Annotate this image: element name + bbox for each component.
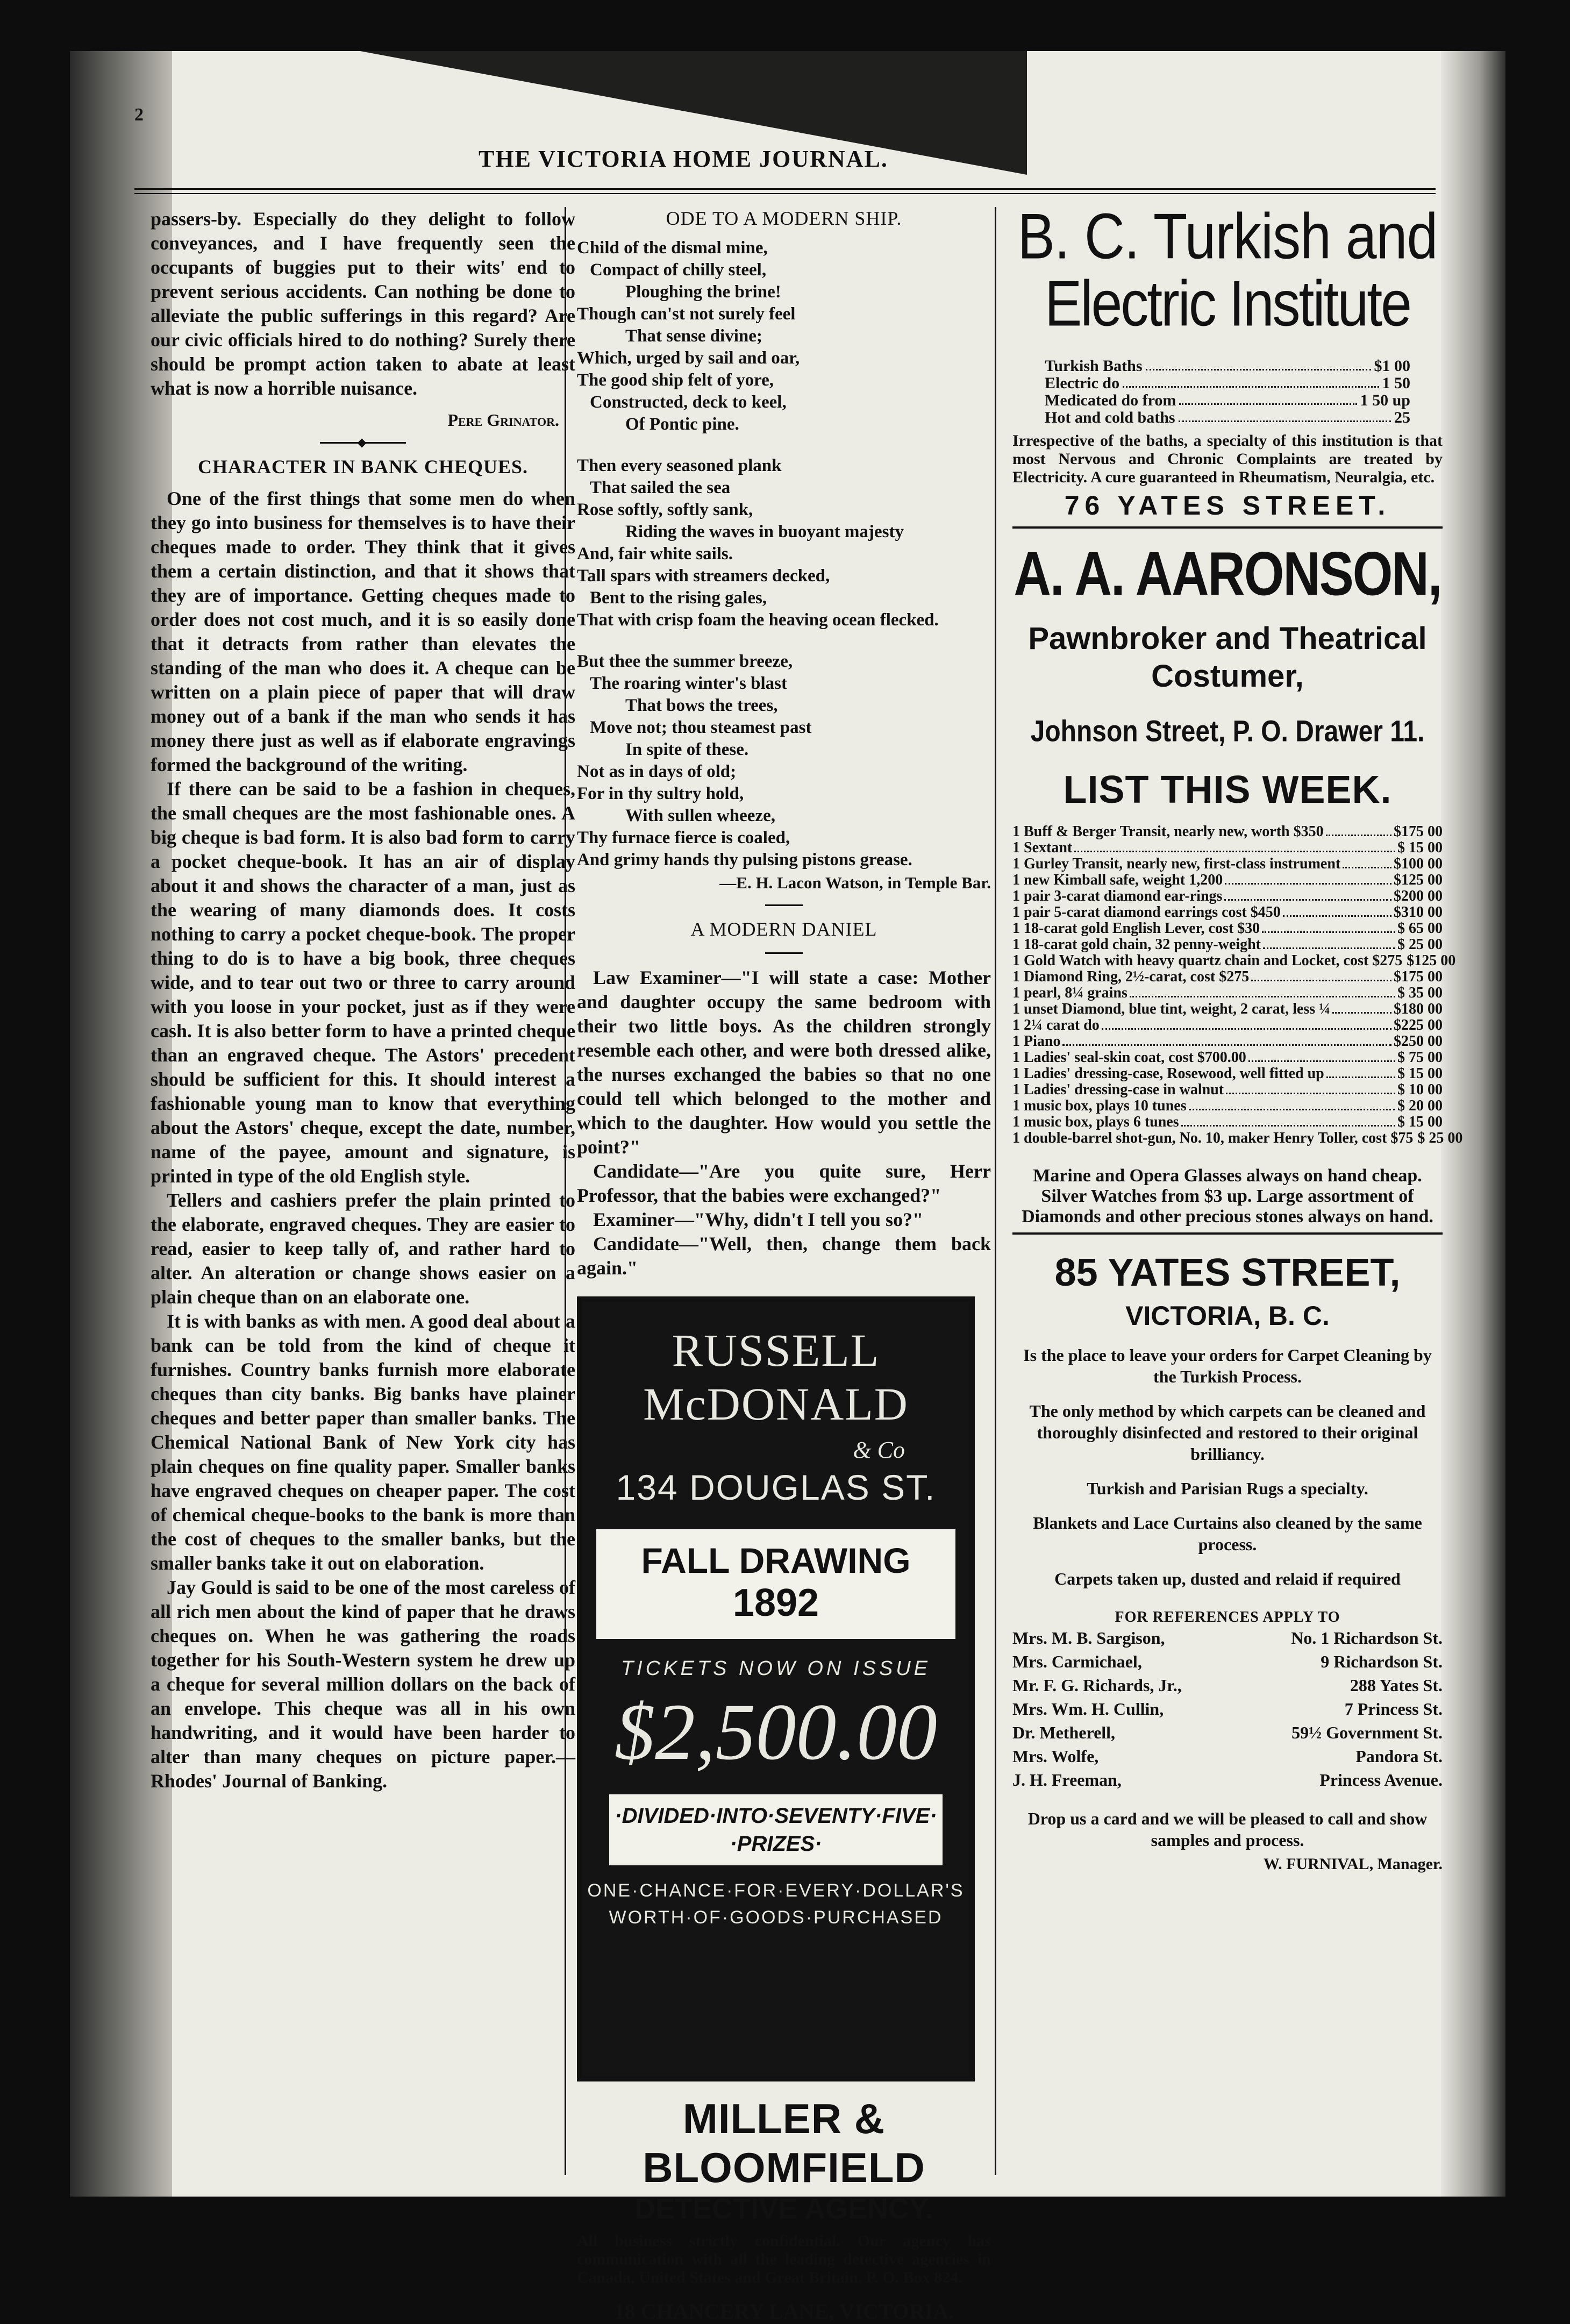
list-item: 1 Piano $250 00 [1012,1033,1443,1050]
poem-line: Ploughing the brine! [625,282,781,302]
manager-signature: W. FURNIVAL, Manager. [1263,1855,1443,1873]
list-item: 1 pearl, 8¼ grains $ 35 00 [1012,985,1443,1001]
list-item: 1 music box, plays 10 tunes $ 20 00 [1012,1097,1443,1114]
carpet-text: Is the place to leave your orders for Carpet Cleaning by the Turkish Process. [1023,1345,1432,1386]
bc-note: Irrespective of the baths, a specialty of this institution is that most Nervous and Chronic Complaints are treated by Electricity. A cure guaranteed in Rheumatism, Neuralgia, etc. [1012,432,1443,486]
reference-row: J. H. Freeman, Princess Avenue. [1012,1770,1443,1790]
poem-line: Child of the dismal mine, [577,238,768,258]
reference-row: Mr. F. G. Richards, Jr., 288 Yates St. [1012,1676,1443,1695]
list-item: 1 pair 3-carat diamond ear-rings $200 00 [1012,888,1443,904]
list-item: 1 Gold Watch with heavy quartz chain and Locket, cost $275 $125 00 [1012,952,1456,969]
divider [765,952,803,954]
header-rule [134,188,1436,194]
aaronson-address: Johnson Street, P. O. Drawer 11. [1030,715,1425,748]
list-item: 1 18-carat gold chain, 32 penny-weight $ 25 00 [1012,936,1443,953]
list-item: 1 2¼ carat do $225 00 [1012,1017,1443,1033]
prize-line: ·PRIZES· [730,1832,822,1856]
poem-line: Tall spars with streamers decked, [577,566,830,586]
newspaper-page [70,51,1505,2323]
carpet-text: Carpets taken up, dusted and relaid if required [1054,1569,1401,1588]
poem [577,237,991,871]
poem-line: And, fair white sails. [577,544,733,564]
masthead: THE VICTORIA HOME JOURNAL. [479,146,888,172]
list-item: 1 pair 5-carat diamond earrings cost $450 $310 00 [1012,904,1443,921]
aaronson-title: A. A. AARONSON, [1014,539,1441,609]
column-left [151,207,575,2175]
poem-line: With sullen wheeze, [625,806,775,825]
aaronson-subtitle: Pawnbroker and Theatrical Costumer, [1028,621,1427,694]
poem-line: Rose softly, softly sank, [577,500,753,519]
page-edge [1441,51,1505,2197]
poem-line: Then every seasoned plank [577,456,782,475]
paragraph: Jay Gould is said to be one of the most careless of all rich men about the kind of paper that he draws cheques on. When he was gathering the roads together for his South-Western system he drew up a cheque for several million dollars on the back of an envelope. This cheque was all in his own handwriting, and it would have been harder to alter than many cheques on picture paper.—Rhodes' Journal of Banking. [151,1577,575,1792]
miller-title: MILLER & BLOOMFIELD [643,2095,925,2191]
ornament-divider [320,440,406,445]
poem-line: Riding the waves in buoyant majesty [625,522,904,541]
article-heading: CHARACTER IN BANK CHEQUES. [197,456,529,477]
reference-row: Mrs. Wm. H. Cullin, 7 Princess St. [1012,1699,1443,1719]
price-row: Medicated do from 1 50 up [1045,391,1410,409]
poem-line: Of Pontic pine. [625,415,739,434]
list-item: 1 18-carat gold English Lever, cost $30 $ 65 00 [1012,920,1443,937]
list-item: 1 new Kimball safe, weight 1,200 $125 00 [1012,872,1443,888]
list-item: 1 music box, plays 6 tunes $ 15 00 [1012,1114,1443,1130]
bath-prices [1045,358,1410,426]
reference-row: Mrs. Wolfe, Pandora St. [1012,1746,1443,1766]
poem-attribution: —E. H. Lacon Watson, in Temple Bar. [719,873,991,892]
bc-title-line1: B. C. Turkish and [1017,201,1438,273]
poem-line: That sailed the sea [590,478,731,497]
poem-line: And grimy hands thy pulsing pistons grease. [577,850,912,869]
price-row: Turkish Baths $1 00 [1045,357,1410,375]
reference-row: Mrs. Carmichael, 9 Richardson St. [1012,1652,1443,1671]
carpet-text: Turkish and Parisian Rugs a specialty. [1087,1479,1368,1498]
carpet-ad-title: 85 YATES STREET, [1054,1251,1401,1294]
list-item: 1 Sextant $ 15 00 [1012,839,1443,856]
paragraph: Candidate—"Are you quite sure, Herr Professor, that the babies were exchanged?" [577,1160,991,1206]
ad-title: RUSSELL McDONALD [643,1324,909,1430]
list-item: 1 Ladies' seal-skin coat, cost $700.00 $ 75 00 [1012,1049,1443,1066]
paragraph: passers-by. Especially do they delight to follow conveyances, and I have frequently seen the occupants of buggies put to their wits' end to prevent serious accidents. Can nothing be done to alleviate the public sufferings in this regard? Are our civic officials hired to do nothing? Surely there should be prompt action taken to abate at least what is now a horrible nuisance. [151,208,575,399]
fall-drawing-band [596,1529,955,1639]
poem-line: But thee the summer breeze, [577,652,793,671]
poem-line: Though can'st not surely feel [577,304,796,324]
miller-address: 18 CHANCERY LANE, VICTORIA. [613,2299,954,2323]
bc-title-line2: Electric Institute [1044,268,1411,340]
poem-line: Bent to the rising gales, [590,588,767,608]
list-title: LIST THIS WEEK. [1063,768,1392,811]
paragraph: Examiner—"Why, didn't I tell you so?" [593,1209,924,1230]
marine-note: Marine and Opera Glasses always on hand cheap. Silver Watches from $3 up. Large assortment of Diamonds and other precious stones always on hand. [1022,1166,1433,1227]
bc-address: 76 YATES STREET. [1064,490,1391,521]
poem-line: That with crisp foam the heaving ocean flecked. [577,610,939,630]
list-item: 1 Gurley Transit, nearly new, first-class instrument $100 00 [1012,856,1443,872]
ad-footer-line: WORTH·OF·GOODS·PURCHASED [609,1907,943,1928]
poem-line: The good ship felt of yore, [577,370,774,390]
poem-line: The roaring winter's blast [590,674,787,693]
signature: Pere Grinator. [447,410,559,430]
russell-mcdonald-ad [577,1296,975,2081]
divider [1012,1232,1443,1235]
paragraph: Tellers and cashiers prefer the plain printed to the elaborate, engraved cheques. They are easier to read, easier to keep tally of, and rather hard to alter. An alteration or change shows easier on a plain cheque than on an elaborate one. [151,1189,575,1308]
poem-line: Compact of chilly steel, [590,260,767,280]
prize-line: ·DIVIDED·INTO·SEVENTY·FIVE· [615,1804,937,1828]
column-middle [565,207,991,2323]
miller-body: All business strictly confidential. Our agency has communication with all the leading detective agencies in Canada, United States and Great Britain. P. O. Box 824. [577,2232,991,2286]
prize-amount: $2,500.00 [615,1687,937,1777]
paragraph: If there can be said to be a fashion in cheques, the small cheques are the most fashionable ones. A big cheque is bad form. It is also bad form to carry a pocket cheque-book. It has an air of display about it and shows the character of a man, just as the wearing of many diamonds does. It costs nothing to carry a pocket cheque-book. The proper thing to do is to have a big book, three cheques wide, and to tear out two or three to carry around with you loose in your pocket, just as if they were cash. It is also better form to have a printed cheque than an engraved cheque. The Astors' precedent should be sufficient for this. It should interest a fashionable young man to know that everything about the Astors' cheque, except the date, number, name of the payee, amount and signature, is printed in type of the old English style. [151,778,575,1187]
divider [1012,526,1443,529]
band-year: 1892 [732,1581,819,1624]
page-number: 2 [134,105,144,125]
miller-bloomfield-ad [577,2094,991,2324]
prize-band [609,1794,943,1865]
references-list [1012,1626,1443,1792]
poem-line: Constructed, deck to keel, [590,393,787,412]
drop-card-note: Drop us a card and we will be pleased to call and show samples and process. [1027,1809,1428,1850]
paragraph: Candidate—"Well, then, change them back again." [577,1233,991,1279]
price-row: Electric do 1 50 [1045,374,1410,392]
miller-agency: DETECTIVE AGENCY. [634,2193,934,2225]
paragraph: One of the first things that some men do when they go into business for themselves is to have their cheques made to order. They think that it gives them a certain distinction, and that it shows that they are of importance. Getting cheques made to order does not cost much, and it is so easily done that it detracts from rather than elevates the standing of the man who does it. A cheque can be written on a plain piece of paper that will draw money out of a bank if the man who sends it has money there just as well as if elaborate engravings formed the background of the writing. [151,488,575,775]
list-item: 1 Buff & Berger Transit, nearly new, worth $350 $175 00 [1012,823,1443,840]
poem-line: That bows the trees, [625,696,778,715]
carpet-text: Blankets and Lace Curtains also cleaned by the same process. [1033,1513,1422,1554]
ad-co: & Co [853,1437,905,1463]
carpet-ad-city: VICTORIA, B. C. [1125,1301,1330,1331]
list-item: 1 double-barrel shot-gun, No. 10, maker Henry Toller, cost $75 $ 25 00 [1012,1130,1463,1146]
divider [765,904,803,906]
poem-line: Thy furnace fierce is coaled, [577,828,790,847]
reference-row: Dr. Metherell, 59½ Government St. [1012,1723,1443,1742]
poem-title: ODE TO A MODERN SHIP. [666,208,902,229]
list-item: 1 Ladies' dressing-case, Rosewood, well fitted up $ 15 00 [1012,1065,1443,1082]
references-heading: FOR REFERENCES APPLY TO [1115,1609,1340,1626]
ad-footer [582,1877,969,1931]
list-item: 1 unset Diamond, blue tint, weight, 2 carat, less ¼ $180 00 [1012,1001,1443,1017]
column-right [995,201,1463,2175]
poem-line: For in thy sultry hold, [577,784,744,803]
paragraph: Law Examiner—"I will state a case: Mother and daughter occupy the same bedroom with their two little boys. As the children strongly resemble each other, and were both dressed alike, the nurses exchanged the babies so that no one could tell which belonged to the mother and which to the daughter. How would you settle the point?" [577,967,991,1158]
poem-line: Which, urged by sail and oar, [577,348,800,368]
carpet-text: The only method by which carpets can be cleaned and thoroughly disinfected and restored to their original brilliancy. [1029,1401,1426,1464]
band-title: FALL DRAWING [641,1541,911,1580]
article-heading: A MODERN DANIEL [690,918,877,940]
reference-row: Mrs. M. B. Sargison, No. 1 Richardson St. [1012,1628,1443,1648]
list-item: 1 Ladies' dressing-case in walnut $ 10 00 [1012,1081,1443,1098]
price-row: Hot and cold baths 25 [1045,409,1410,426]
tickets-line: TICKETS NOW ON ISSUE [620,1657,931,1680]
list-item: 1 Diamond Ring, 2½-carat, cost $275 $175 00 [1012,968,1443,985]
ad-footer-line: ONE·CHANCE·FOR·EVERY·DOLLAR'S [587,1880,965,1901]
ad-address: 134 DOUGLAS ST. [616,1467,936,1507]
poem-line: Move not; thou steamest past [590,718,812,737]
poem-line: Not as in days of old; [577,762,737,781]
poem-line: That sense divine; [625,326,762,346]
poem-line: In spite of these. [625,740,749,759]
paragraph: It is with banks as with men. A good deal about a bank can be told from the kind of cheque it furnishes. Country banks furnish more elaborate cheques than city banks. Big banks have plainer cheques and better paper than smaller banks. The Chemical National Bank of New York city has plain cheques on fine quality paper. Smaller banks have engraved cheques on cheaper paper. The cost of chemical cheque-books to the bank is more than the cost of cheques to the smaller banks, but the smaller banks take it out on elaboration. [151,1310,575,1574]
price-list [1012,823,1463,1146]
